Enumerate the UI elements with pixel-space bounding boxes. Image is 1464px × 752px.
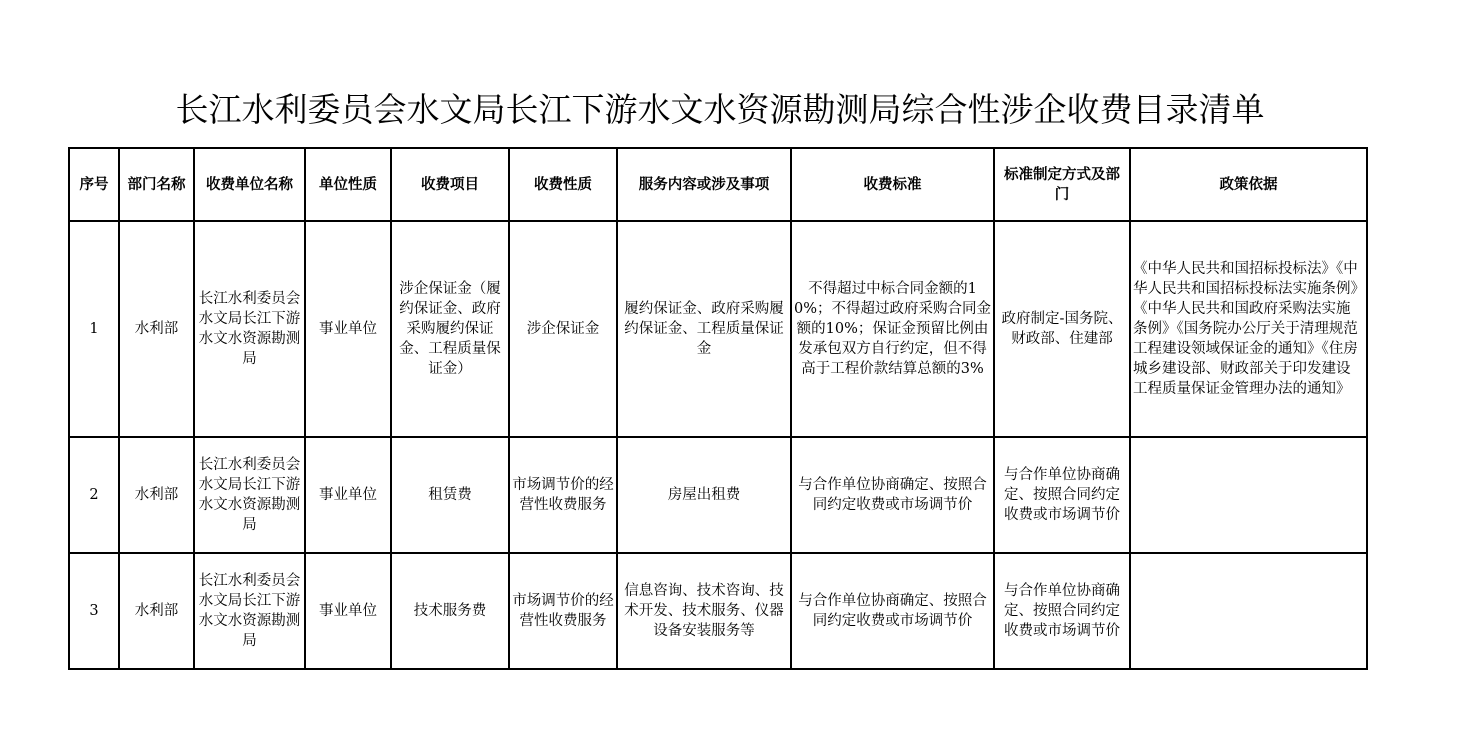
- header-cell: 收费单位名称: [194, 148, 305, 221]
- cell-policy: [1130, 437, 1367, 553]
- cell-nature: 事业单位: [305, 221, 391, 437]
- cell-dept: 水利部: [119, 221, 194, 437]
- cell-nature: 事业单位: [305, 553, 391, 669]
- header-cell: 序号: [69, 148, 119, 221]
- fee-table: [68, 147, 1368, 670]
- header-cell: 部门名称: [119, 148, 194, 221]
- cell-fee-type: 市场调节价的经营性收费服务: [509, 437, 617, 553]
- header-cell: 收费性质: [509, 148, 617, 221]
- cell-no: 3: [69, 553, 119, 669]
- table-row: [69, 221, 1367, 437]
- cell-method: 与合作单位协商确定、按照合同约定收费或市场调节价: [994, 437, 1130, 553]
- cell-service: 房屋出租费: [617, 437, 791, 553]
- cell-policy: [1130, 553, 1367, 669]
- header-cell: 服务内容或涉及事项: [617, 148, 791, 221]
- table-row: [69, 437, 1367, 553]
- cell-standard: 与合作单位协商确定、按照合同约定收费或市场调节价: [791, 553, 994, 669]
- cell-item: 技术服务费: [391, 553, 509, 669]
- cell-method: 政府制定-国务院、财政部、住建部: [994, 221, 1130, 437]
- cell-fee-type: 市场调节价的经营性收费服务: [509, 553, 617, 669]
- cell-dept: 水利部: [119, 437, 194, 553]
- cell-nature: 事业单位: [305, 437, 391, 553]
- cell-service: 履约保证金、政府采购履约保证金、工程质量保证金: [617, 221, 791, 437]
- table-row: [69, 553, 1367, 669]
- header-cell: 收费项目: [391, 148, 509, 221]
- cell-unit: 长江水利委员会水文局长江下游水文水资源勘测局: [194, 221, 305, 437]
- cell-unit: 长江水利委员会水文局长江下游水文水资源勘测局: [194, 437, 305, 553]
- cell-fee-type: 涉企保证金: [509, 221, 617, 437]
- header-cell: 收费标准: [791, 148, 994, 221]
- cell-item: 涉企保证金（履约保证金、政府采购履约保证金、工程质量保证金）: [391, 221, 509, 437]
- cell-method: 与合作单位协商确定、按照合同约定收费或市场调节价: [994, 553, 1130, 669]
- cell-policy: 《中华人民共和国招标投标法》《中华人民共和国招标投标法实施条例》《中华人民共和国政府采购法实施条例》《国务院办公厅关于清理规范工程建设领域保证金的通知》《住房城乡建设部、财政部关于印发建设工程质量保证金管理办法的通知》: [1130, 221, 1367, 437]
- header-cell: 单位性质: [305, 148, 391, 221]
- cell-no: 2: [69, 437, 119, 553]
- cell-item: 租赁费: [391, 437, 509, 553]
- cell-standard: 不得超过中标合同金额的10%；不得超过政府采购合同金额的10%；保证金预留比例由发承包双方自行约定，但不得高于工程价款结算总额的3%: [791, 221, 994, 437]
- cell-no: 1: [69, 221, 119, 437]
- page-title: 长江水利委员会水文局长江下游水文水资源勘测局综合性涉企收费目录清单: [175, 90, 1265, 129]
- cell-standard: 与合作单位协商确定、按照合同约定收费或市场调节价: [791, 437, 994, 553]
- cell-dept: 水利部: [119, 553, 194, 669]
- header-cell: 政策依据: [1130, 148, 1367, 221]
- cell-service: 信息咨询、技术咨询、技术开发、技术服务、仪器设备安装服务等: [617, 553, 791, 669]
- cell-unit: 长江水利委员会水文局长江下游水文水资源勘测局: [194, 553, 305, 669]
- header-cell: 标准制定方式及部门: [994, 148, 1130, 221]
- table-header-row: [69, 148, 1367, 221]
